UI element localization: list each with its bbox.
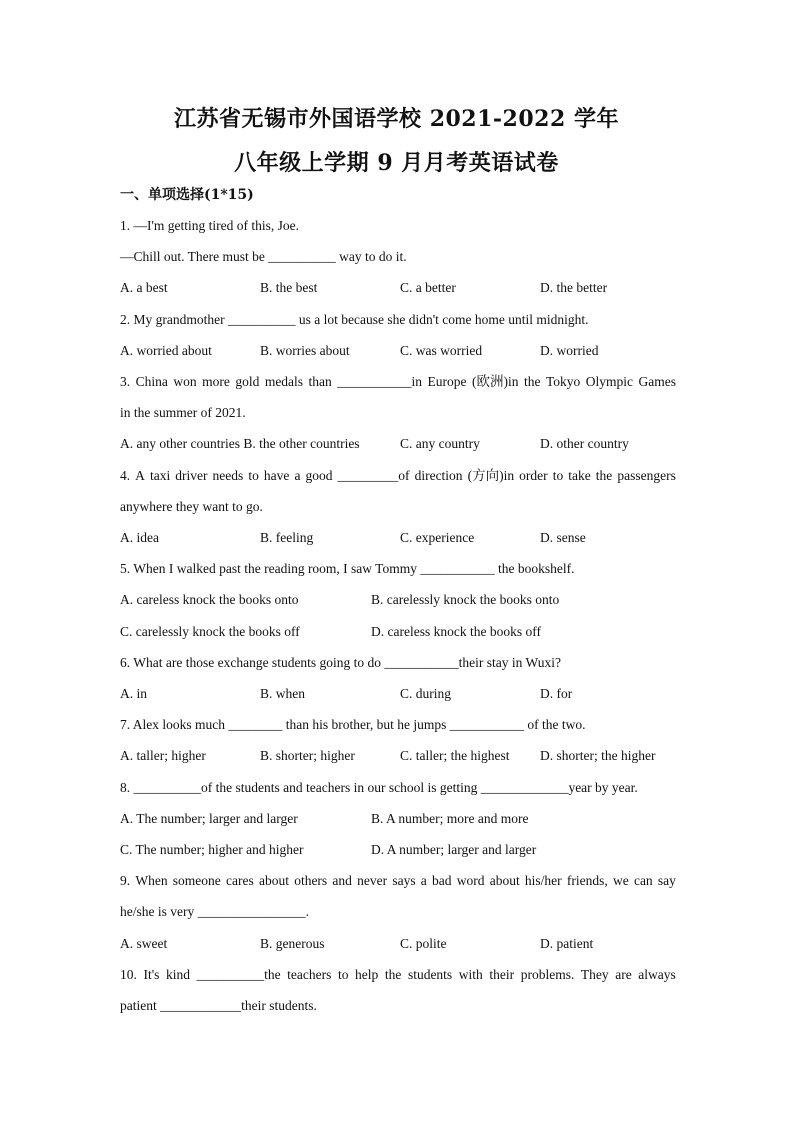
option-d[interactable]: D. other country xyxy=(540,436,629,451)
option-d[interactable]: D. sense xyxy=(540,530,586,545)
option-d[interactable]: D. shorter; the higher xyxy=(540,748,656,763)
option-d[interactable]: D. patient xyxy=(540,936,594,951)
option-a[interactable]: A. a best xyxy=(120,280,168,295)
option-c[interactable]: C. The number; higher and higher xyxy=(120,842,304,857)
question-stem: in the summer of 2021. xyxy=(120,405,246,420)
question-stem: 9. When someone cares about others and never says a bad word about his/her friends, we can say xyxy=(120,873,676,888)
option-c[interactable]: C. carelessly knock the books off xyxy=(120,624,300,639)
question-stem: patient ____________their students. xyxy=(120,998,317,1013)
option-a[interactable]: A. sweet xyxy=(120,936,168,951)
option-d[interactable]: D. the better xyxy=(540,280,608,295)
option-c[interactable]: C. polite xyxy=(400,936,447,951)
question-stem: 1. —I'm getting tired of this, Joe. xyxy=(120,218,300,233)
option-a[interactable]: A. careless knock the books onto xyxy=(120,592,299,607)
option-b[interactable]: B. worries about xyxy=(260,343,350,358)
exam-title-line1: 江苏省无锡市外国语学校 2021-2022 学年 xyxy=(174,106,619,132)
question-stem: —Chill out. There must be __________ way to do it. xyxy=(120,249,407,264)
option-d[interactable]: D. A number; larger and larger xyxy=(371,842,537,857)
option-c[interactable]: C. taller; the highest xyxy=(400,748,510,763)
question-stem: 3. China won more gold medals than ___________in Europe (欧洲)in the Tokyo Olympic Games xyxy=(120,374,676,389)
question-stem: 6. What are those exchange students going to do ___________their stay in Wuxi? xyxy=(120,655,561,670)
option-d[interactable]: D. careless knock the books off xyxy=(371,624,541,639)
option-a[interactable]: A. The number; larger and larger xyxy=(120,811,298,826)
option-b[interactable]: B. A number; more and more xyxy=(371,811,529,826)
option-a-b[interactable]: A. any other countries B. the other countries xyxy=(120,436,360,451)
option-a[interactable]: A. taller; higher xyxy=(120,748,206,763)
option-b[interactable]: B. the best xyxy=(260,280,318,295)
option-b[interactable]: B. carelessly knock the books onto xyxy=(371,592,560,607)
option-b[interactable]: B. generous xyxy=(260,936,325,951)
question-stem: 8. __________of the students and teachers in our school is getting _____________year by year. xyxy=(120,780,638,795)
question-stem: 10. It's kind __________the teachers to help the students with their problems. They are always xyxy=(120,967,676,982)
option-c[interactable]: C. was worried xyxy=(400,343,483,358)
option-d[interactable]: D. worried xyxy=(540,343,599,358)
question-stem: he/she is very ________________. xyxy=(120,904,309,919)
question-stem: 5. When I walked past the reading room, I saw Tommy ___________ the bookshelf. xyxy=(120,561,575,576)
option-b[interactable]: B. shorter; higher xyxy=(260,748,355,763)
question-stem: 4. A taxi driver needs to have a good _________of direction (方向)in order to take the passengers xyxy=(120,468,676,483)
option-d[interactable]: D. for xyxy=(540,686,573,701)
exam-title-line2: 八年级上学期 9 月月考英语试卷 xyxy=(234,150,559,176)
question-stem: 2. My grandmother __________ us a lot because she didn't come home until midnight. xyxy=(120,312,589,327)
question-stem: anywhere they want to go. xyxy=(120,499,263,514)
section-heading: 一、单项选择(1*15) xyxy=(120,187,254,203)
question-stem: 7. Alex looks much ________ than his brother, but he jumps ___________ of the two. xyxy=(120,717,586,732)
option-a[interactable]: A. idea xyxy=(120,530,159,545)
option-c[interactable]: C. during xyxy=(400,686,452,701)
option-a[interactable]: A. in xyxy=(120,686,147,701)
option-b[interactable]: B. feeling xyxy=(260,530,314,545)
option-c[interactable]: C. a better xyxy=(400,280,456,295)
option-a[interactable]: A. worried about xyxy=(120,343,212,358)
option-c[interactable]: C. experience xyxy=(400,530,475,545)
option-c[interactable]: C. any country xyxy=(400,436,480,451)
option-b[interactable]: B. when xyxy=(260,686,305,701)
